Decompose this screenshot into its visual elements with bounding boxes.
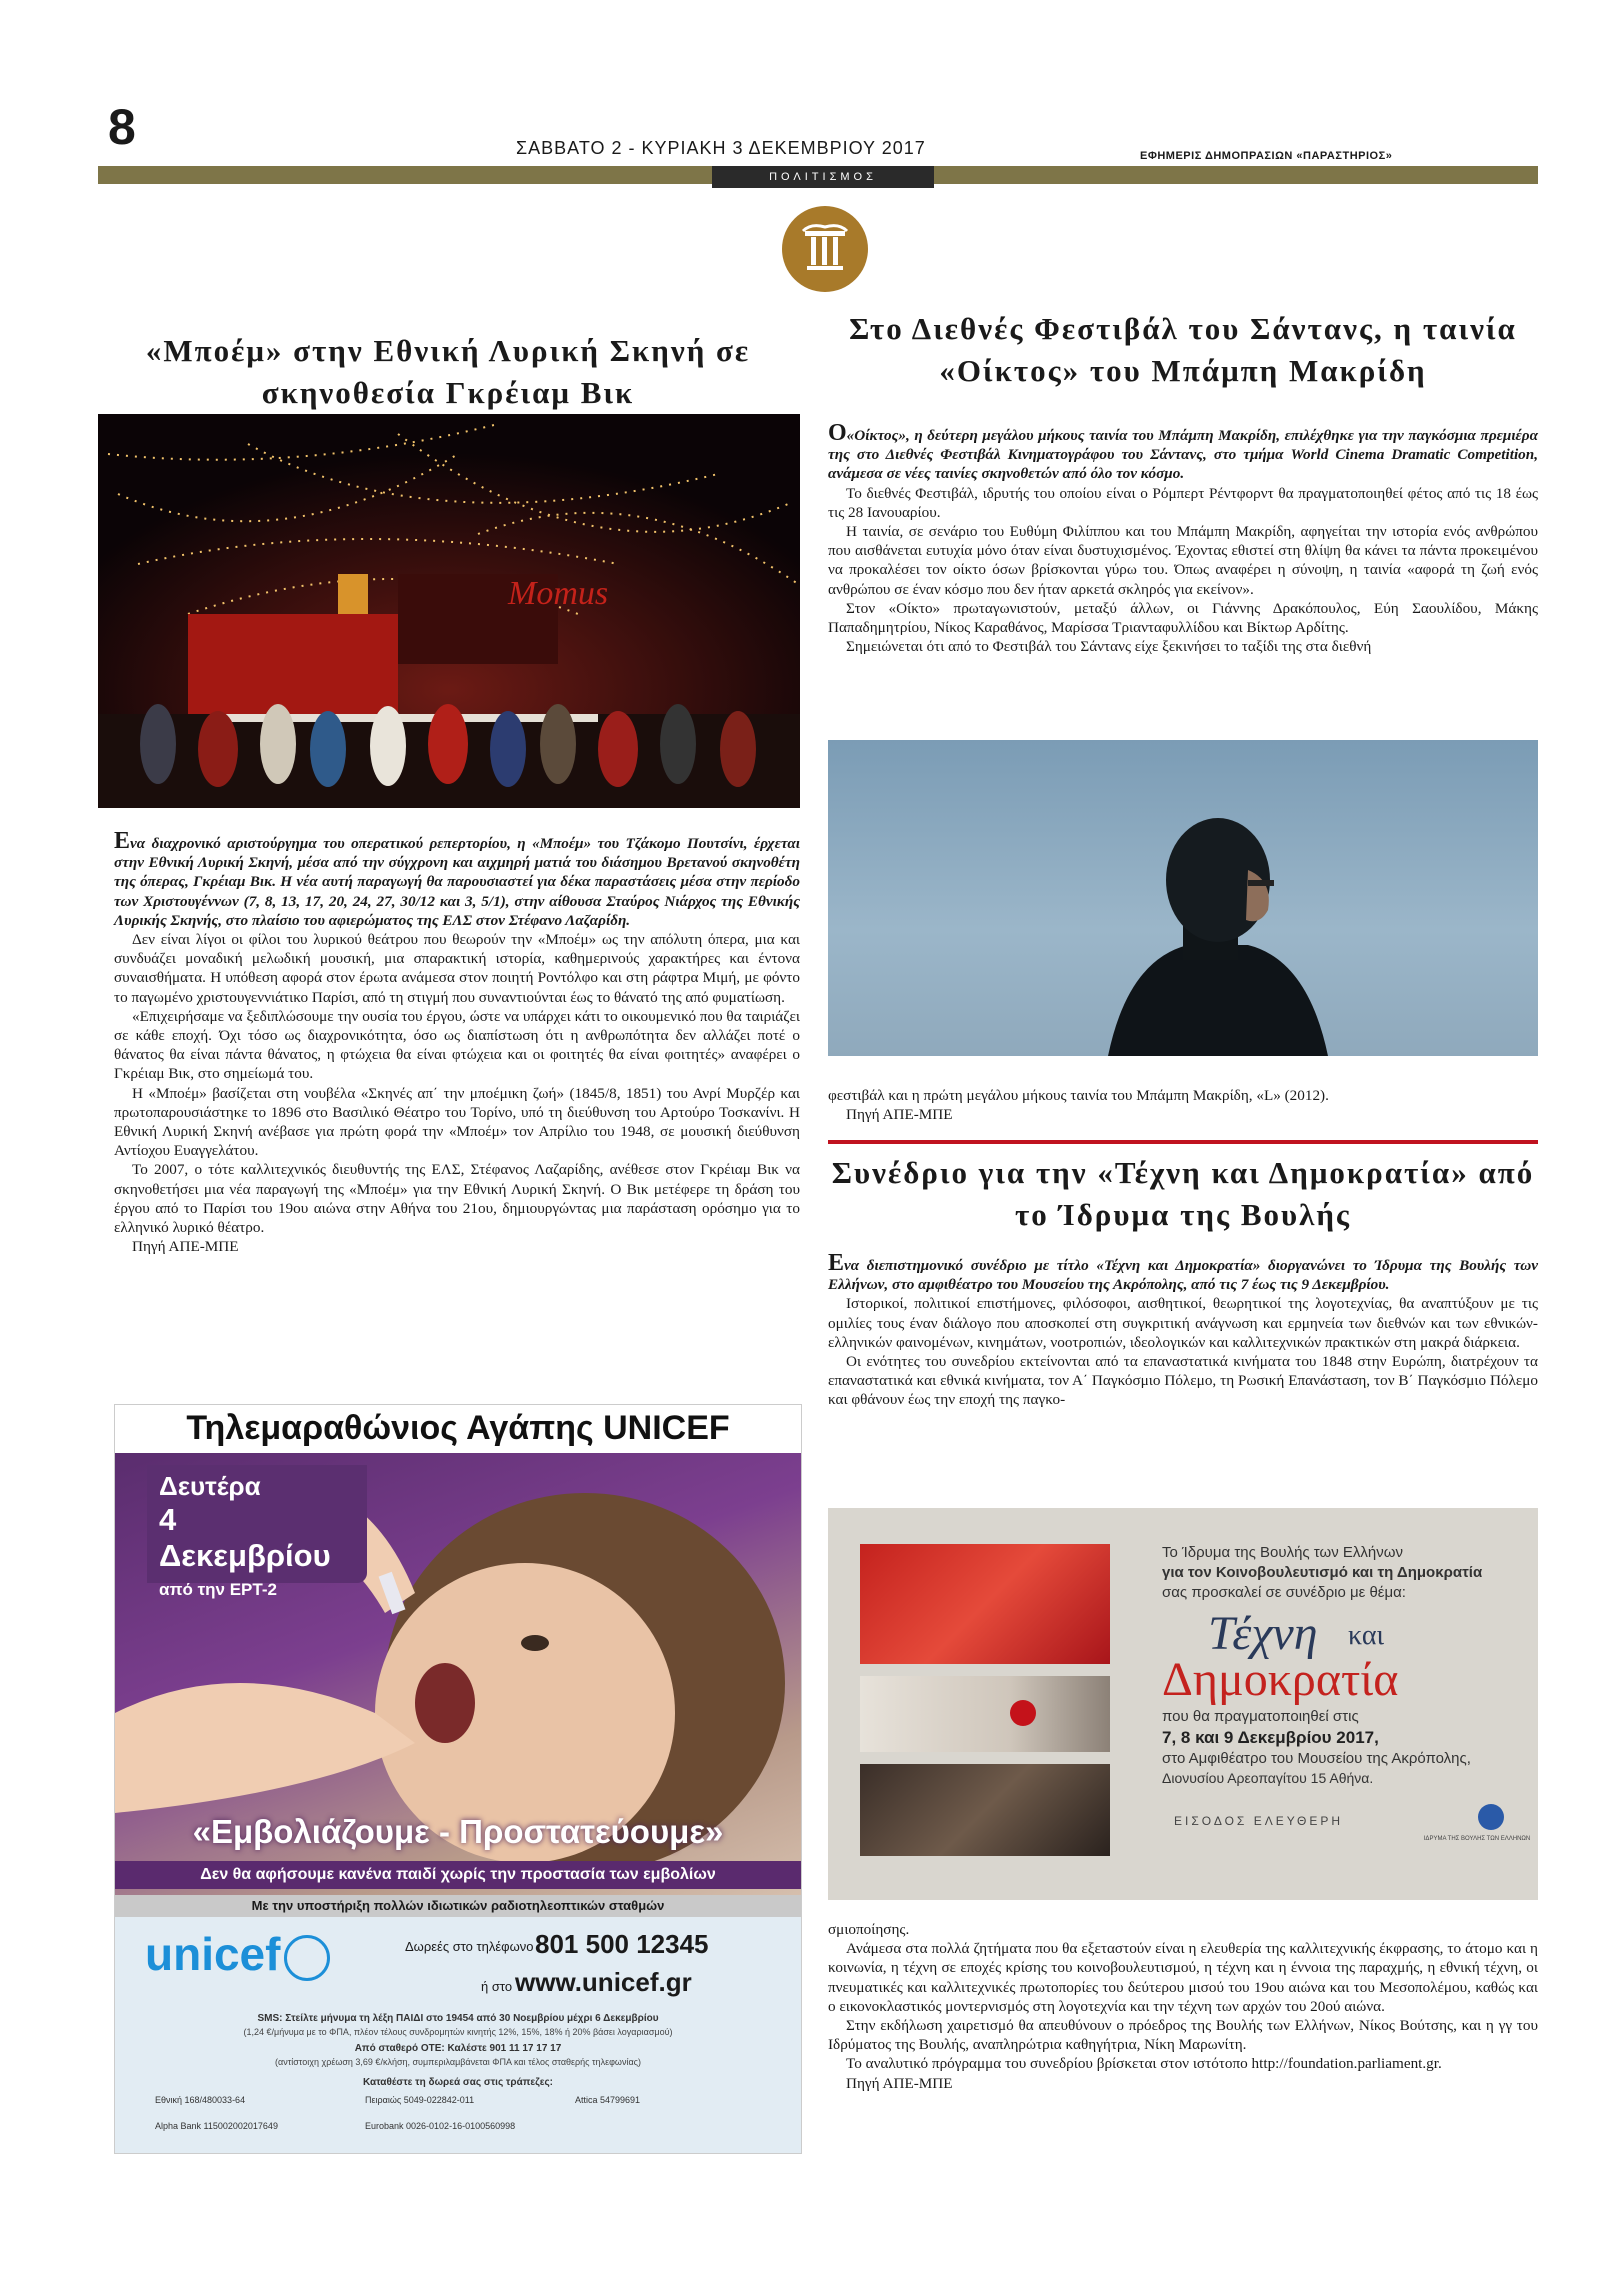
landline-note: (αντίστοιχη χρέωση 3,69 €/κλήση, συμπεριλαμβάνεται ΦΠΑ και τέλος σταθερής τηλεφωνίας) (275, 2057, 641, 2067)
opera-stage-photo (98, 414, 800, 808)
ad-title-art: Τέχνη (1208, 1607, 1318, 1660)
opera-source: Πηγή ΑΠΕ-ΜΠΕ (132, 1238, 239, 1256)
ad-headline: Τηλεμαραθώνιος Αγάπης UNICEF (186, 1409, 730, 1447)
ad-title-and: και (1348, 1620, 1385, 1651)
invite-line: για τον Κοινοβουλευτισμό και τη Δημοκρατία (1162, 1564, 1483, 1581)
conference-source: Πηγή ΑΠΕ-ΜΠΕ (846, 2074, 953, 2092)
film-paragraph: Το διεθνές Φεστιβάλ, ιδρυτής του οποίου είναι ο Ρόμπερτ Ρέντφορντ θα πραγματοποιηθεί φέτος από τις 18 έως τις 28 Ιανουαρίου. (828, 484, 1538, 521)
column-emblem-icon (782, 206, 868, 292)
broadcast-day: Δευτέρα (159, 1471, 261, 1501)
landline-info: Από σταθερό ΟΤΕ: Καλέστε 901 11 17 17 17 (354, 2043, 562, 2054)
bank-account: Alpha Bank 115002002017649 (155, 2121, 278, 2131)
foundation-logo-text: ΙΔΡΥΜΑ ΤΗΣ ΒΟΥΛΗΣ ΤΩΝ ΕΛΛΗΝΩΝ (1423, 1836, 1531, 1842)
film-article-body (828, 420, 1538, 656)
invite-line: Το Ίδρυμα της Βουλής των Ελλήνων (1162, 1544, 1403, 1561)
bank-account: Attica 54799691 (575, 2095, 641, 2105)
broadcast-box (147, 1465, 367, 1599)
film-paragraph: Σημειώνεται ότι από το Φεστιβάλ του Σάντανς είχε ξεκινήσει το ταξίδι της στα διεθνή (846, 638, 1372, 656)
conference-paragraph: Στην εκδήλωση χαιρετισμό θα απευθύνουν ο πρόεδρος της Βουλής των Ελλήνων, Νίκος Βούτσης, και η γγ του Ιδρύματος της Βουλής, αναπληρώτρια καθηγήτρια, Νίκη Μαρωνίτη. (828, 2017, 1538, 2054)
phone-label: Δωρεές στο τηλέφωνο (405, 1939, 534, 1954)
artwork-red (860, 1544, 1110, 1664)
foundation-logo-icon (1478, 1804, 1504, 1830)
conference-article-body (828, 1250, 1538, 1410)
section-label: ΠΟΛΙΤΙΣΜΟΣ (712, 166, 934, 188)
ad-dates: 7, 8 και 9 Δεκεμβρίου 2017, (1162, 1728, 1379, 1747)
banks-title: Καταθέστε τη δωρεά σας στις τράπεζες: (362, 2077, 554, 2088)
conference-paragraph: σμιοποίησης. (828, 1921, 910, 1938)
conference-paragraph: Ιστορικοί, πολιτικοί επιστήμονες, φιλόσοφοι, αισθητικοί, θεωρητικοί της λογοτεχνίας, θα αναπτύξουν με τις ομιλίες τους έναν διάλογο που αποσκοπεί στη συγκριτική ανάγνωση και ερμηνεία των διεθνών και των εθνικών-ελληνικών φαινομένων, κινημάτων, νοοτροπιών, ιδεολογικών και καλλιτεχνικών πρακτικών στη μακρά διάρκεια. (828, 1295, 1538, 1351)
bank-account: Πειραιώς 5049-022842-011 (365, 2095, 475, 2105)
artwork-white (860, 1676, 1110, 1752)
globe-icon (284, 1935, 330, 1981)
sms-note: (1,24 €/μήνυμα με το ΦΠΑ, πλέον τέλους συνδρομητών κινητής 12%, 15%, 18% ή 20% βάσει λογαριασμού) (243, 2027, 673, 2037)
opera-paragraph: Δεν είναι λίγοι οι φίλοι του λυρικού θεάτρου που θεωρούν την «Μποέμ» ως την απόλυτη όπερα, μια και συνδυάζει μοναδική μελωδική μουσική, μια σπαρακτική ιστορία, καθημερινούς χαρακτήρες και έντονα συναισθήματα. Η υπόθεση αφορά στον έρωτα ανάμεσα στον ποιητή Ροντόλφο και στη ράφτρα Μιμή, με φόντο το παγωμένο χριστουγεννιάτικο Παρίσι, από τη στιγμή που συναντιούνται έως το θάνατό της από φυματίωση. (114, 931, 800, 1006)
opera-headline: «Μποέμ» στην Εθνική Λυρική Σκηνή σε σκηνοθεσία Γκρέιαμ Βικ (145, 333, 751, 410)
conference-paragraph: Οι ενότητες του συνεδρίου εκτείνονται από τα επαναστατικά κινήματα του 1848 στην Ευρώπη, διατρέχουν τα επαναστατικά και εθνικά κινήματα, τον Α΄ Παγκόσμιο Πόλεμο, τη Ρωσική Επανάσταση, τον Β΄ Παγκόσμιο Πόλεμο και φθάνουν έως την εποχή της παγκο- (828, 1353, 1538, 1409)
conference-advertisement (828, 1508, 1538, 1900)
bank-account: Εθνική 168/480033-64 (155, 2095, 246, 2105)
opera-paragraph: Η «Μποέμ» βασίζεται στη νουβέλα «Σκηνές απ΄ την μποέμικη ζωή» (1845/8, 1851) του Ανρί Μυρζέρ και πρωτοπαρουσιάστηκε το 1896 στο Βασιλικό Θέατρο του Τορίνο, υπό τη διεύθυνση του Αρτούρο Τοσκανίνι. Η Εθνική Λυρική Σκηνή ανέβασε για πρώτη φορά την «Μποέμ» τον Απρίλιο του 1948, σε μουσική διεύθυνση Αντίοχου Ευαγγελάτου. (114, 1084, 800, 1160)
conference-paragraph: Το αναλυτικό πρόγραμμα του συνεδρίου βρίσκεται στον ιστότοπο http://foundation.parliament.gr. (846, 2055, 1442, 2073)
donation-phone[interactable]: 801 500 12345 (535, 1929, 709, 1959)
issue-date: ΣΑΒΒΑΤΟ 2 - ΚΥΡΙΑΚΗ 3 ΔΕΚΕΜΒΡΙΟΥ 2017 (516, 138, 926, 158)
artwork-dark (860, 1764, 1110, 1856)
broadcast-channel: από την ΕΡΤ-2 (159, 1580, 277, 1599)
conference-lead: Ενα διεπιστημονικό συνέδριο με τίτλο «Τέχνη και Δημοκρατία» διοργανώνει το Ίδρυμα της Βουλής των Ελλήνων, στο αμφιθέατρο του Μουσείου της Ακρόπολης, από τις 7 έως τις 9 Δεκεμβρίου. (828, 1250, 1538, 1294)
donation-website[interactable]: www.unicef.gr (515, 1967, 692, 1997)
film-paragraph: Στον «Οίκτο» πρωταγωνιστούν, μεταξύ άλλων, οι Γιάννης Δρακόπουλος, Εύη Σαουλίδου, Μάκης Παπαδημητρίου, Νίκος Καραθάνος, Μαρίσσα Τριανταφυλλίδου και Βίκτωρ Αρδίτης. (828, 599, 1538, 637)
film-article-end (828, 1086, 1538, 1124)
film-paragraph: Η ταινία, σε σενάριο του Ευθύμη Φιλίππου και του Μπάμπη Μακρίδη, αφηγείται την ιστορία ενός ανθρώπου που αισθάνεται ευτυχία μόνο όταν είναι δυστυχισμένος. Έχοντας εθιστεί στη θλίψη θα κάνει τα πάντα προκειμένου να προκαλέσει τον οίκτο όσων βρίσκονται γύρω του. Όπως αναφέρει η σύνοψη, η ταινία «αφορά τη ζωή ενός ανθρώπου σε έναν κόσμο που δεν ήταν αρκετά σκληρός για εκείνον». (828, 523, 1538, 598)
opera-paragraph: Το 2007, ο τότε καλλιτεχνικός διευθυντής της ΕΛΣ, Στέφανος Λαζαρίδης, ανέθεσε στον Γκρέιαμ Βικ να σκηνοθετήσει μια νέα παραγωγή της «Μποέμ» για την Εθνική Λυρική Σκηνή. Ο Βικ μετέφερε τη δράση του έργου από το Παρίσι του 19ου αιώνα στην Αθήνα του 21ου, δημιουργώντας μια παράσταση ορόσημο για το ελληνικό λυρικό θέατρο. (114, 1161, 800, 1237)
invite-line: σας προσκαλεί σε συνέδριο με θέμα: (1162, 1584, 1406, 1601)
ad-address: Διονυσίου Αρεοπαγίτου 15 Αθήνα. (1162, 1770, 1374, 1786)
ad-when: που θα πραγματοποιηθεί στις (1162, 1708, 1359, 1725)
web-label: ή στο (481, 1979, 513, 1994)
film-source: Πηγή ΑΠΕ-ΜΠΕ (846, 1106, 953, 1124)
conference-article-end (828, 1920, 1538, 2093)
ad-support-bar: Με την υποστήριξη πολλών ιδιωτικών ραδιοτηλεοπτικών σταθμών (115, 1895, 801, 1917)
broadcast-date: 4 Δεκεμβρίου (159, 1502, 331, 1573)
film-lead: Ο«Οίκτος», η δεύτερη μεγάλου μήκους ταινία του Μπάμπη Μακρίδη, επιλέχθηκε για την παγκόσμια πρεμιέρα της στο Διεθνές Φεστιβάλ Κινηματογράφου του Σάντανς, στο τμήμα World Cinema Dramatic Competition, ανάμεσα σε νέες ταινίες σκηνοθετών από όλο τον κόσμο. (828, 420, 1538, 483)
bank-account: Eurobank 0026-0102-16-0100560998 (365, 2121, 516, 2131)
ad-place: στο Αμφιθέατρο του Μουσείου της Ακρόπολης, (1162, 1750, 1471, 1767)
conference-paragraph: Ανάμεσα στα πολλά ζητήματα που θα εξεταστούν είναι η ελευθερία της καλλιτεχνικής έκφρασης, το άτομο και η κοινωνία, η τέχνη σε εποχές κρίσης του κοινοβουλευτισμού, η τέχνη και η έννοια της παραχμής, η εθνική τέχνη, οι πνευματικές και καλλιτεχνικές πρωτοπορίες του δεύτερου μισού του 19ου αιώνα και του Μεσοπολέμου, καθώς και ο εικονοκλαστικός μοντερνισμός στη λογοτεχνία και την τέχνη των αρχών του 20ού αιώνα. (828, 1940, 1538, 2015)
momus-sign: Momus (508, 575, 609, 612)
section-divider (828, 1140, 1538, 1144)
film-headline: Στο Διεθνές Φεστιβάλ του Σάντανς, η ταινία «Οίκτος» του Μπάμπη Μακρίδη (849, 311, 1517, 388)
unicef-advertisement (114, 1404, 802, 2154)
ad-subslogan: Δεν θα αφήσουμε κανένα παιδί χωρίς την προστασία των εμβολίων (115, 1861, 801, 1889)
page-number: 8 (108, 99, 136, 155)
film-still-photo (828, 740, 1538, 1056)
newspaper-name: ΕΦΗΜΕΡΙΣ ΔΗΜΟΠΡΑΣΙΩΝ «ΠΑΡΑΣΤΗΡΙΟΣ» (1140, 150, 1393, 162)
ad-slogan: «Εμβολιάζουμε - Προστατεύουμε» (192, 1813, 724, 1850)
ad-entry: ΕΙΣΟΔΟΣ ΕΛΕΥΘΕΡΗ (1174, 1814, 1344, 1828)
opera-article-body (114, 828, 800, 1256)
unicef-logo: unicef (145, 1927, 330, 1981)
opera-lead: Ενα διαχρονικό αριστούργημα του οπερατικού ρεπερτορίου, η «Μποέμ» του Τζάκομο Πουτσίνι, έρχεται στην Εθνική Λυρική Σκηνή, μέσα από την σύγχρονη και αιχμηρή ματιά του διάσημου Βρετανού σκηνοθέτη της όπερας, Γκρέιαμ Βικ. Η νέα αυτή παραγωγή θα παρουσιαστεί για δέκα παραστάσεις μέσα στην περίοδο των Χριστουγέννων (7, 8, 13, 17, 20, 24, 27, 30/12 και 3, 5/1), στην αίθουσα Σταύρος Νιάρχος της Εθνικής Λυρικής Σκηνής, στο πλαίσιο του αφιερώματος της ΕΛΣ στον Στέφανο Λαζαρίδη. (114, 828, 800, 929)
film-paragraph: φεστιβάλ και η πρώτη μεγάλου μήκους ταινία του Μπάμπη Μακρίδη, «L» (2012). (828, 1087, 1329, 1104)
ad-title-democracy: Δημοκρατία (1162, 1653, 1399, 1706)
sms-info: SMS: Στείλτε μήνυμα τη λέξη ΠΑΙΔΙ στο 19454 από 30 Νοεμβρίου μέχρι 6 Δεκεμβρίου (257, 2013, 659, 2024)
opera-paragraph: «Επιχειρήσαμε να ξεδιπλώσουμε την ουσία του έργου, ώστε να υπάρχει κάτι το οικουμενικό που θα ταιριάζει σε κάθε εποχή. Όχι τόσο ως διαχρονικότητα, όσο ως διαπίστωση ότι η ανθρωπότητα δεν αλλάζει ποτέ ο θάνατος θα είναι πάντα θάνατος, η φτώχεια θα είναι φτώχεια και οι φοιτητές θα είναι φοιτητές» αναφέρει ο Γκρέιαμ Βικ, στο σημείωμά του. (114, 1007, 800, 1083)
conference-headline: Συνέδριο για την «Τέχνη και Δημοκρατία» από το Ίδρυμα της Βουλής (831, 1155, 1535, 1232)
